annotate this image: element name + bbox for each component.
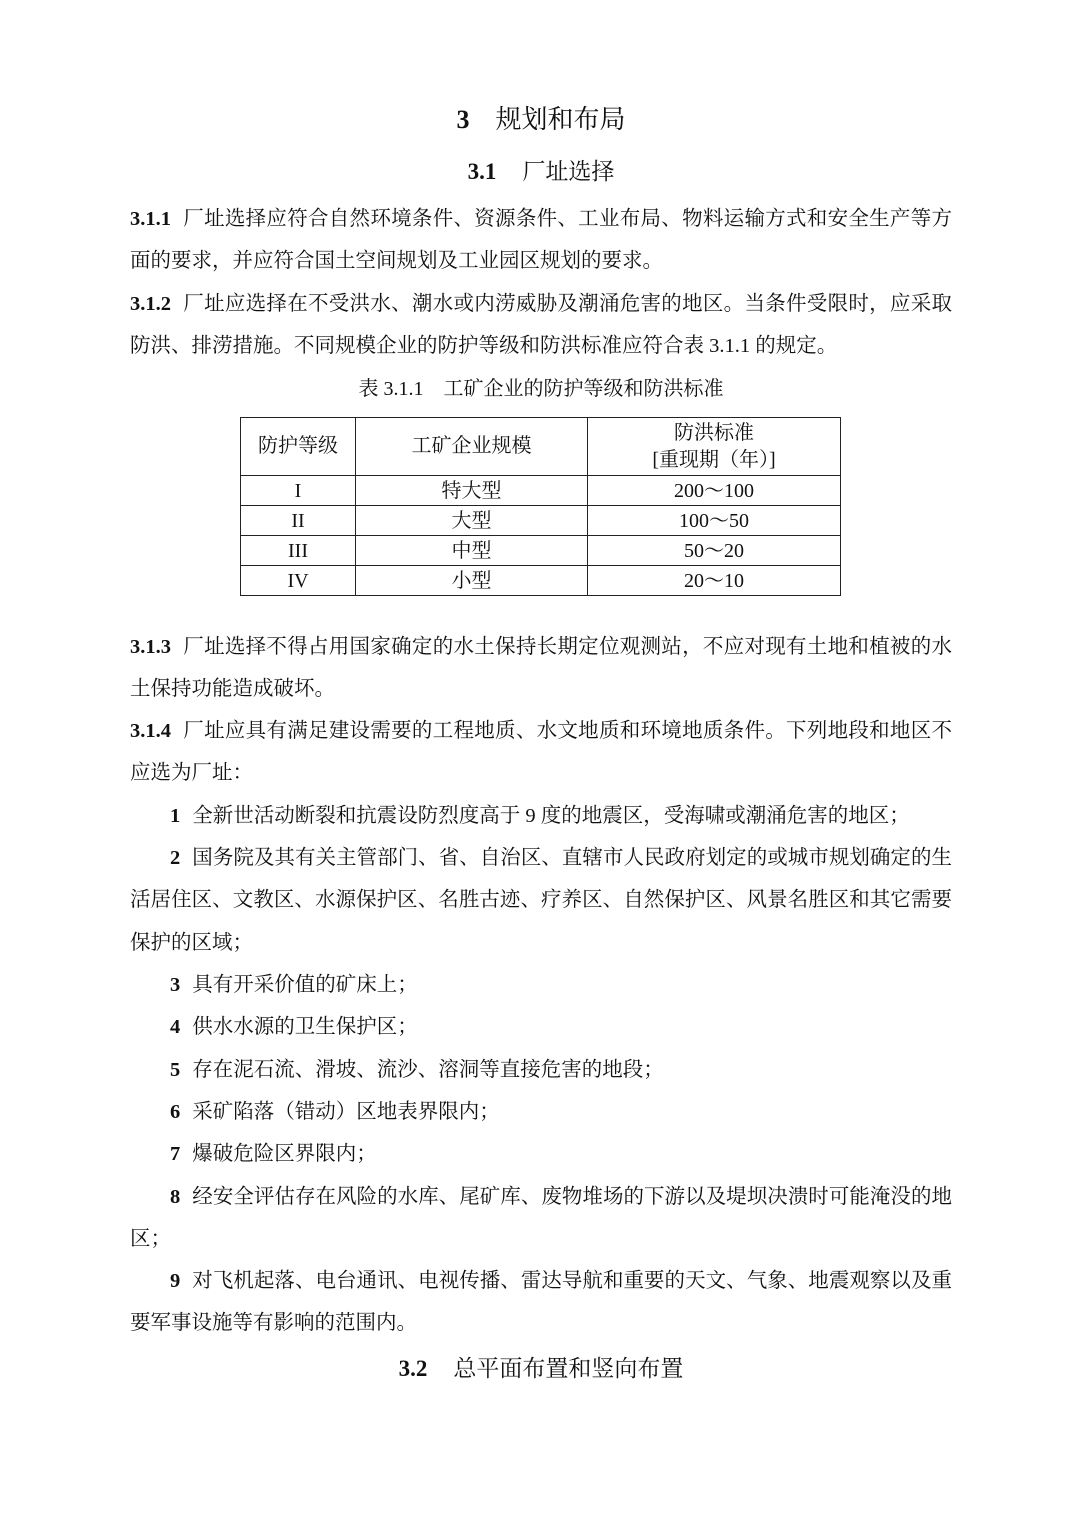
section-title-3-1: 3.1 厂址选择 (467, 159, 615, 184)
cell: 100～50 (588, 506, 841, 536)
list-item-4: 4 供水水源的卫生保护区； (170, 1016, 418, 1038)
cell: III (241, 536, 356, 566)
cell: 小型 (356, 566, 588, 596)
cell: I (241, 476, 356, 506)
flood-standard-table (240, 417, 841, 596)
list-item-1: 1 全新世活动断裂和抗震设防烈度高于 9 度的地震区，受海啸或潮涌危害的地区； (170, 805, 910, 827)
table-row (241, 476, 841, 506)
list-item-3: 3 具有开采价值的矿床上； (170, 974, 418, 996)
list-item-7: 7 爆破危险区界限内； (170, 1143, 377, 1165)
header-grade: 防护等级 (241, 418, 356, 476)
table-header-row (241, 418, 841, 476)
cell: 中型 (356, 536, 588, 566)
cell: 大型 (356, 506, 588, 536)
chapter-title: 3 规划和布局 (456, 105, 626, 134)
header-standard: 防洪标准 [重现期（年）] (588, 418, 841, 476)
table-caption: 表 3.1.1 工矿企业的防护等级和防洪标准 (358, 378, 724, 400)
cell: 50～20 (588, 536, 841, 566)
table-row (241, 506, 841, 536)
clause-3-1-2: 3.1.2 厂址应选择在不受洪水、潮水或内涝威胁及潮涌危害的地区。当条件受限时，应采取防洪、排涝措施。不同规模企业的防护等级和防洪标准应符合表 3.1.1 的规定。 (130, 293, 952, 358)
list-item-8: 8 经安全评估存在风险的水库、尾矿库、废物堆场的下游以及堤坝决溃时可能淹没的地区； (130, 1186, 952, 1251)
list-item-6: 6 采矿陷落（错动）区地表界限内； (170, 1101, 500, 1123)
cell: 20～10 (588, 566, 841, 596)
section-title-3-2: 3.2 总平面布置和竖向布置 (398, 1356, 684, 1381)
list-item-2: 2 国务院及其有关主管部门、省、自治区、直辖市人民政府划定的或城市规划确定的生活居住区、文教区、水源保护区、名胜古迹、疗养区、自然保护区、风景名胜区和其它需要保护的区域； (130, 847, 952, 954)
cell: 200～100 (588, 476, 841, 506)
cell: IV (241, 566, 356, 596)
clause-3-1-3: 3.1.3 厂址选择不得占用国家确定的水土保持长期定位观测站，不应对现有土地和植被的水土保持功能造成破坏。 (130, 636, 952, 701)
cell: II (241, 506, 356, 536)
header-scale: 工矿企业规模 (356, 418, 588, 476)
clause-3-1-4: 3.1.4 厂址应具有满足建设需要的工程地质、水文地质和环境地质条件。下列地段和地区不应选为厂址： (130, 720, 952, 785)
clause-3-1-1: 3.1.1 厂址选择应符合自然环境条件、资源条件、工业布局、物料运输方式和安全生产等方面的要求，并应符合国土空间规划及工业园区规划的要求。 (130, 208, 952, 273)
list-item-5: 5 存在泥石流、滑坡、流沙、溶洞等直接危害的地段； (170, 1059, 664, 1081)
list-item-9: 9 对飞机起落、电台通讯、电视传播、雷达导航和重要的天文、气象、地震观察以及重要军事设施等有影响的范围内。 (130, 1270, 952, 1335)
table-row (241, 536, 841, 566)
cell: 特大型 (356, 476, 588, 506)
table-row (241, 566, 841, 596)
